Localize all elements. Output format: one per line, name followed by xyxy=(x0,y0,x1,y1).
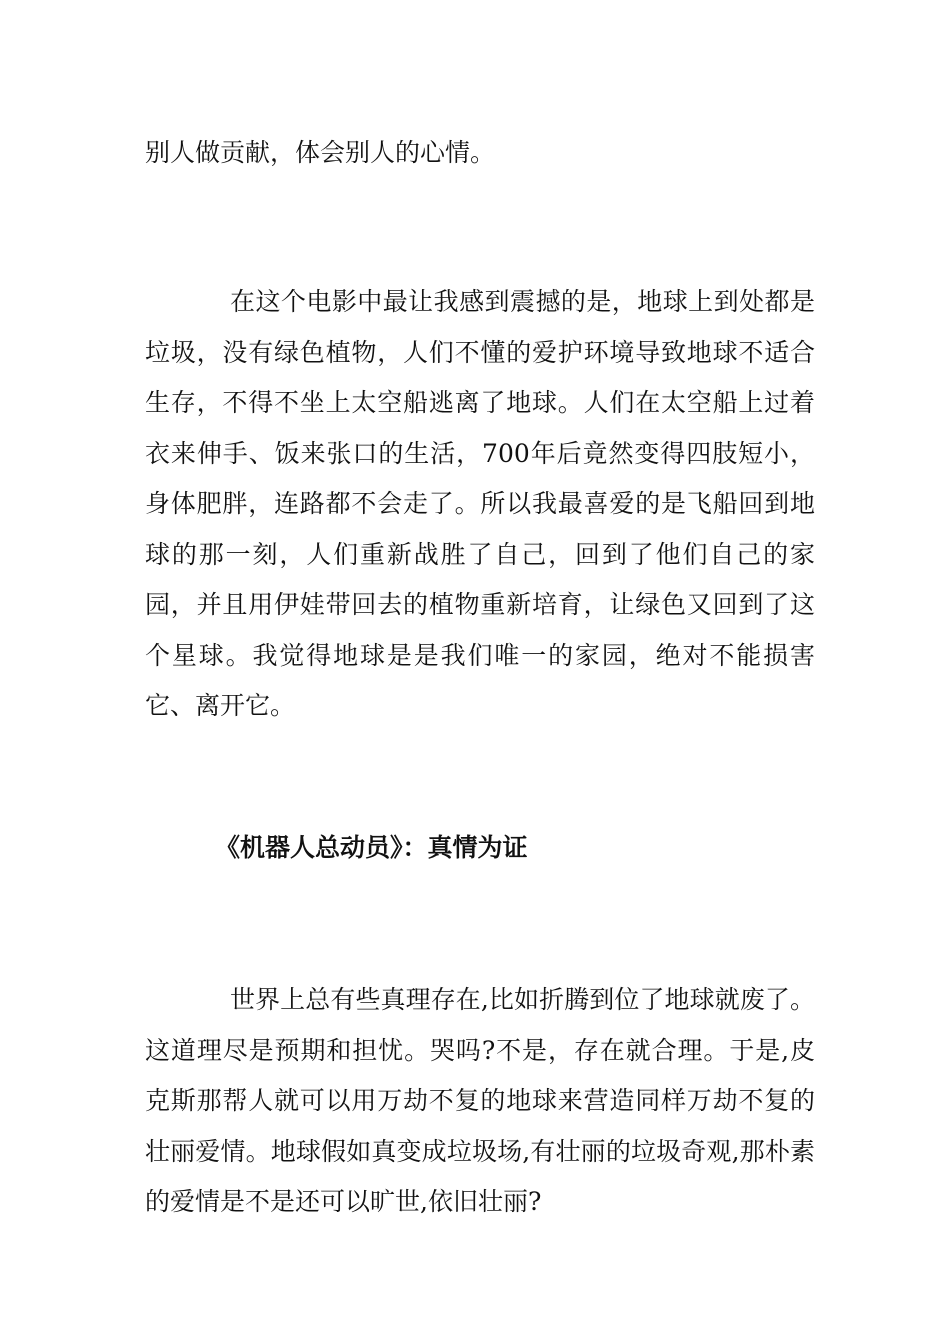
section-heading: 《机器人总动员》：真情为证 xyxy=(215,833,528,862)
paragraph-continuation: 别人做贡献，体会别人的心情。 xyxy=(145,138,496,167)
paragraph-truth: 世界上总有些真理存在,比如折腾到位了地球就废了。这道理尽是预期和担忧。哭吗?不是，存在就合理。于是,皮克斯那帮人就可以用万劫不复的地球来营造同样万劫不复的壮丽爱情。地球假如真变成垃圾场,有壮丽的垃圾奇观,那朴素的爱情是不是还可以旷世,依旧壮丽? xyxy=(145,985,815,1216)
paragraph-earth-garbage: 在这个电影中最让我感到震撼的是，地球上到处都是垃圾，没有绿色植物，人们不懂的爱护环境导致地球不适合生存，不得不坐上太空船逃离了地球。人们在太空船上过着衣来伸手、饭来张口的生活，700年后竟然变得四肢短小，身体肥胖，连路都不会走了。所以我最喜爱的是飞船回到地球的那一刻，人们重新战胜了自己，回到了他们自己的家园，并且用伊娃带回去的植物重新培育，让绿色又回到了这个星球。我觉得地球是是我们唯一的家园，绝对不能损害它、离开它。 xyxy=(145,287,815,720)
